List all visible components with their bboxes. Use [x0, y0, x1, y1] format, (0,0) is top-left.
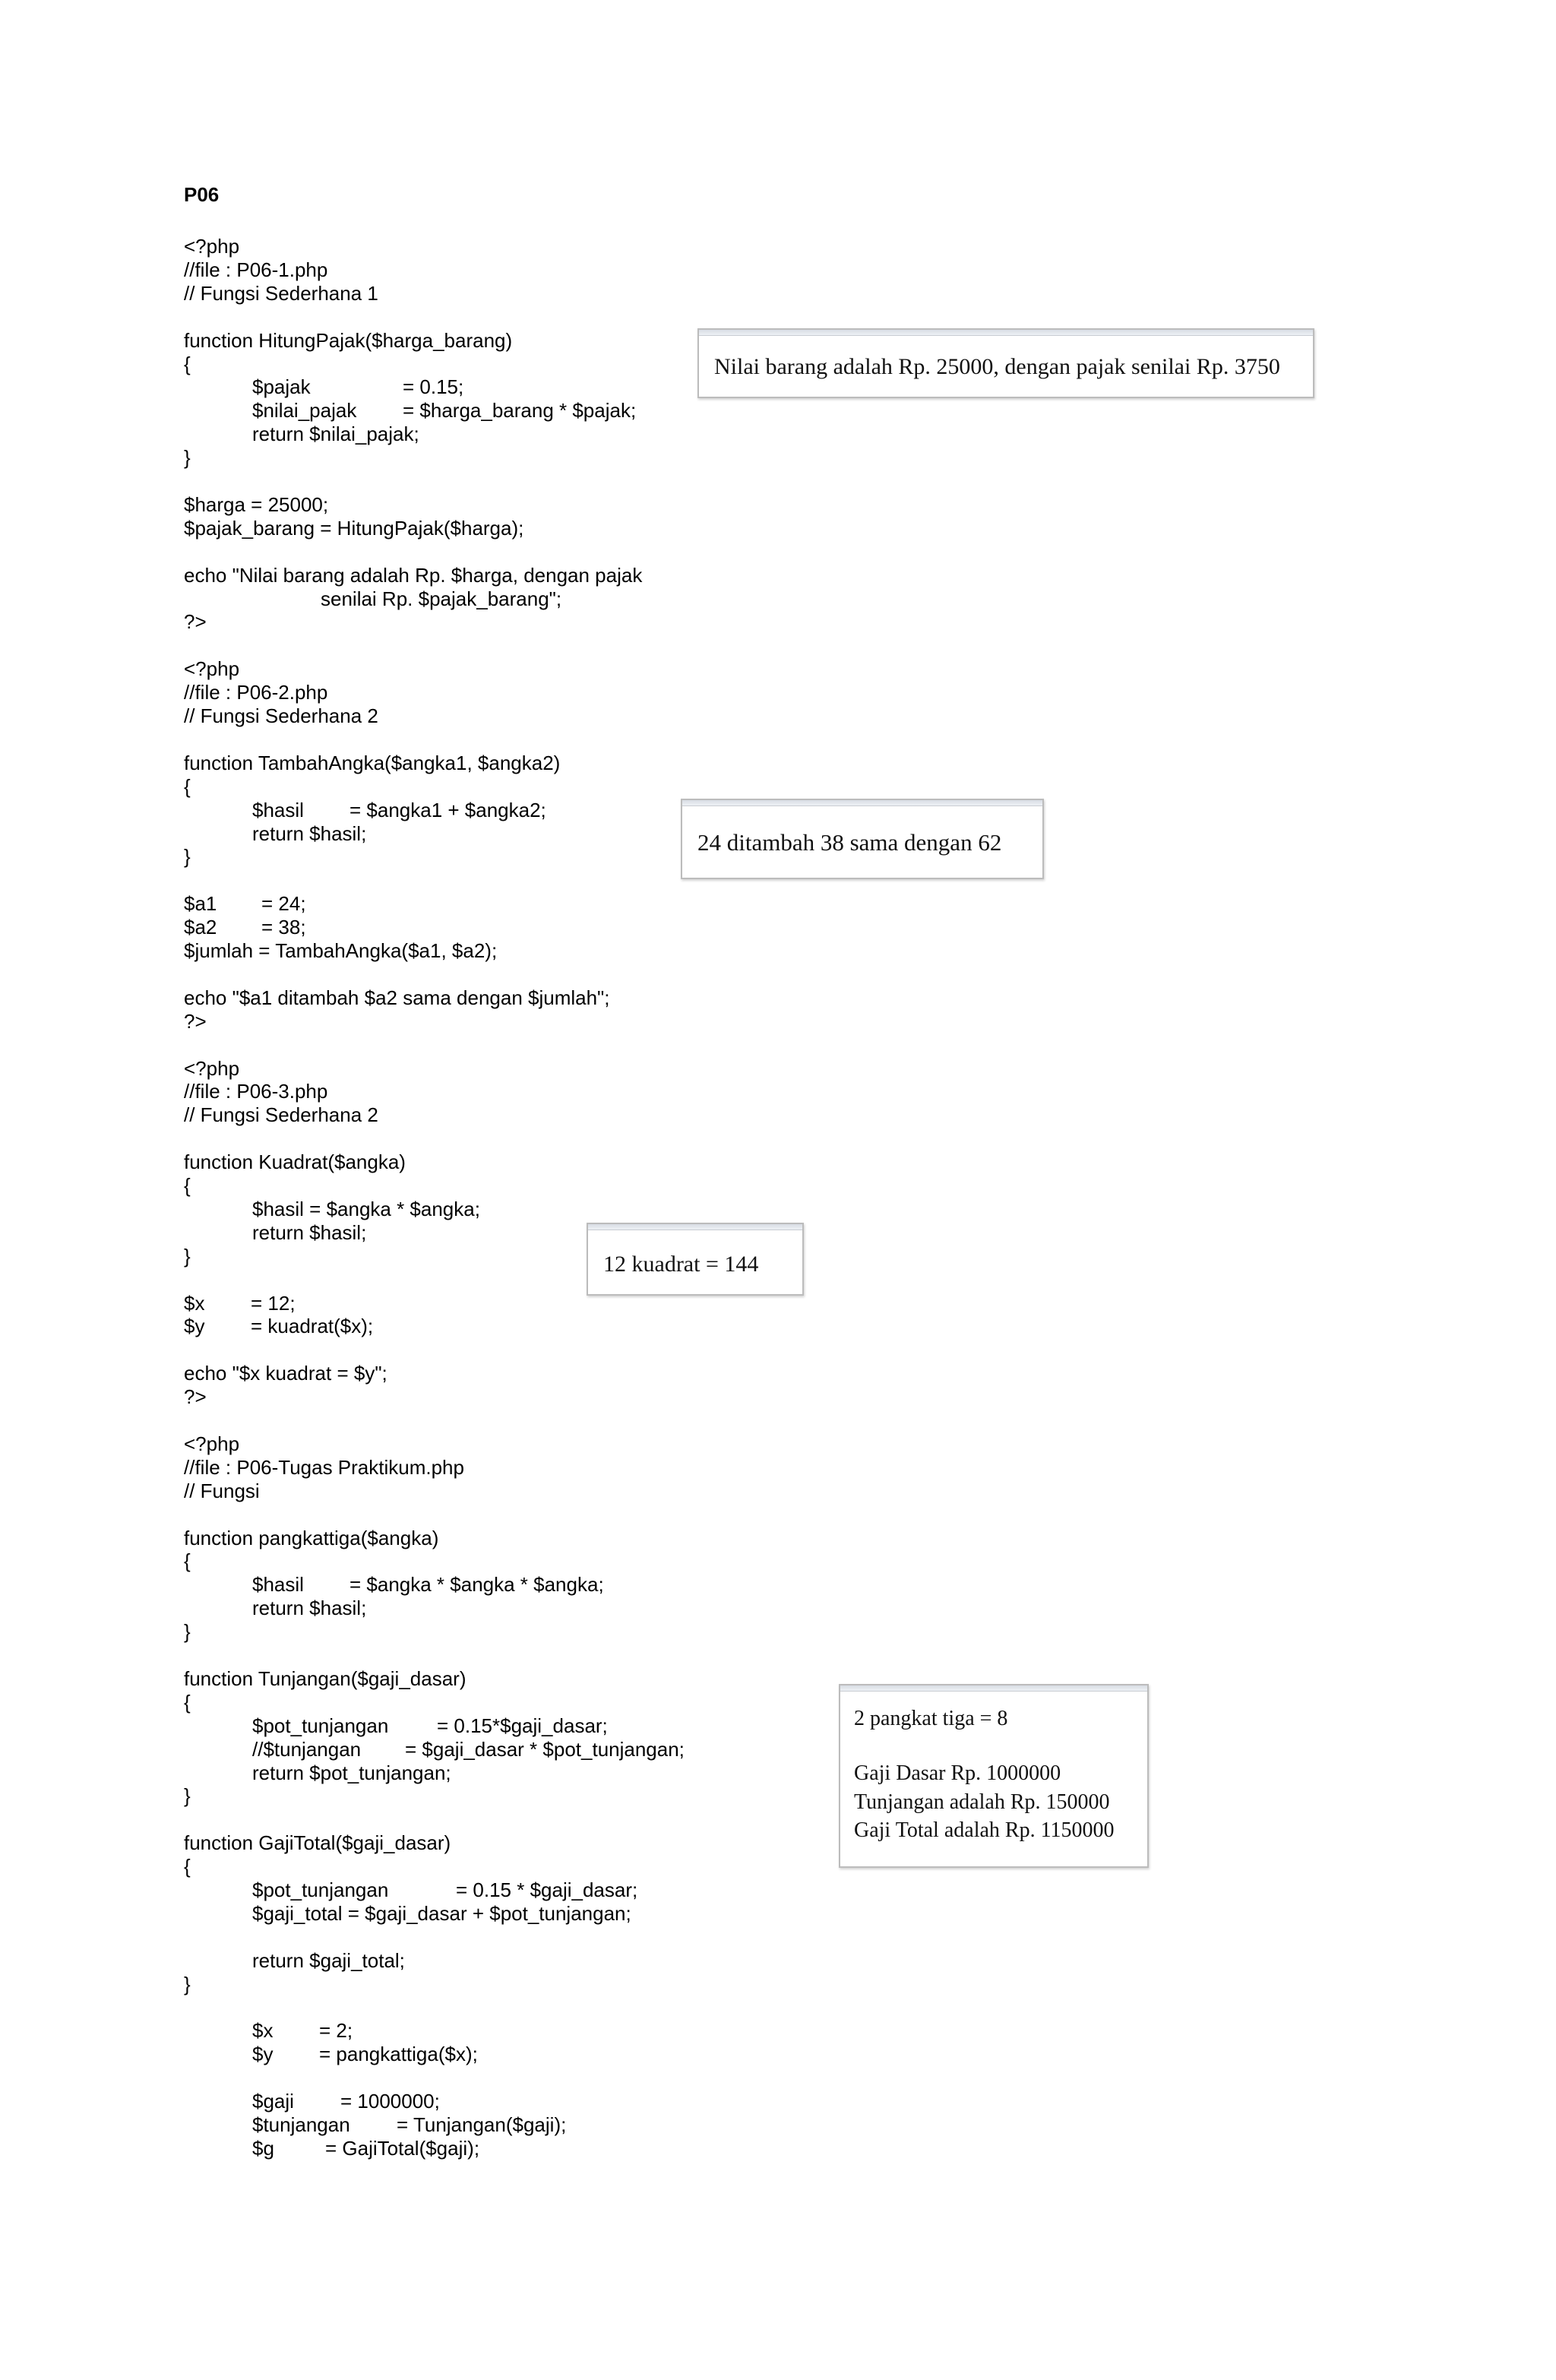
- code-line-hasil: $hasil: [252, 1573, 304, 1597]
- code-line-y: $y: [252, 2043, 274, 2066]
- code-line-pajak-barang-hitungpajak-harga: $pajak_barang = HitungPajak($harga);: [184, 516, 524, 540]
- output-tax-result-screenshot: [697, 328, 1314, 398]
- code-line-symbol: }: [184, 845, 191, 869]
- code-line-symbol: }: [184, 1784, 191, 1808]
- code-line-echo-x-kuadrat-y: echo "$x kuadrat = $y";: [184, 1362, 387, 1385]
- output-assignment-result-line: 2 pangkat tiga = 8: [854, 1707, 1008, 1730]
- code-line-pot-tunjangan: $pot_tunjangan: [252, 1714, 389, 1737]
- code-line-senilai-rp-pajak-barang: senilai Rp. $pajak_barang";: [321, 587, 562, 610]
- code-line-symbol: {: [184, 774, 191, 798]
- code-line-symbol: {: [184, 1855, 191, 1878]
- code-line-tunjangan-gaji: = Tunjangan($gaji);: [397, 2113, 567, 2136]
- code-line-harga-25000: $harga = 25000;: [184, 492, 329, 516]
- code-line-tunjangan: //$tunjangan: [252, 1737, 362, 1761]
- code-line-php: <?php: [184, 1432, 240, 1455]
- code-line-symbol: }: [184, 1244, 191, 1268]
- code-line-a2: $a2: [184, 916, 217, 939]
- code-line-function-pangkattiga-angka: function pangkattiga($angka): [184, 1526, 439, 1549]
- code-line-symbol: ?>: [184, 610, 207, 634]
- code-line-fungsi-sederhana-2: // Fungsi Sederhana 2: [184, 1103, 378, 1127]
- code-line-file-p06-3-php: //file : P06-3.php: [184, 1080, 328, 1103]
- code-line-return-nilai-pajak: return $nilai_pajak;: [252, 423, 419, 446]
- code-line-function-gajitotal-gaji-dasar: function GajiTotal($gaji_dasar): [184, 1831, 451, 1855]
- code-line-php: <?php: [184, 657, 240, 681]
- code-line-function-hitungpajak-harga-barang: function HitungPajak($harga_barang): [184, 328, 513, 352]
- code-line-x: $x: [184, 1291, 205, 1315]
- code-line-pajak: $pajak: [252, 375, 311, 399]
- code-line-gajitotal-gaji: = GajiTotal($gaji);: [325, 2136, 480, 2160]
- code-line-php: <?php: [184, 235, 240, 258]
- code-line-return-hasil: return $hasil;: [252, 1597, 367, 1620]
- code-line-symbol: {: [184, 1690, 191, 1714]
- code-line-pangkattiga-x: = pangkattiga($x);: [319, 2043, 478, 2066]
- code-line-symbol: {: [184, 352, 191, 375]
- code-line-angka1-angka2: = $angka1 + $angka2;: [349, 798, 546, 821]
- output-addition-result-screenshot: [681, 799, 1044, 879]
- code-line-38: = 38;: [261, 916, 306, 939]
- code-line-fungsi: // Fungsi: [184, 1479, 260, 1502]
- code-line-return-hasil: return $hasil;: [252, 821, 367, 845]
- code-line-echo-nilai-barang-adalah-rp-harga-dengan: echo "Nilai barang adalah Rp. $harga, dengan pajak: [184, 563, 643, 587]
- code-line-fungsi-sederhana-1: // Fungsi Sederhana 1: [184, 281, 378, 305]
- code-line-return-hasil: return $hasil;: [252, 1220, 367, 1244]
- output-square-result-screenshot: [587, 1223, 804, 1296]
- code-line-2: = 2;: [319, 2019, 353, 2043]
- code-line-symbol: {: [184, 1549, 191, 1573]
- code-line-echo-a1-ditambah-a2-sama-dengan-jumlah: echo "$a1 ditambah $a2 sama dengan $jumlah";: [184, 986, 610, 1009]
- code-line-12: = 12;: [251, 1291, 296, 1315]
- code-line-function-kuadrat-angka: function Kuadrat($angka): [184, 1150, 406, 1174]
- code-line-g: $g: [252, 2136, 274, 2160]
- code-line-symbol: {: [184, 1174, 191, 1197]
- code-line-hasil-angka-angka: $hasil = $angka * $angka;: [252, 1197, 480, 1220]
- output-addition-result-line: 24 ditambah 38 sama dengan 62: [697, 829, 1002, 856]
- code-line-php: <?php: [184, 1056, 240, 1080]
- code-line-pot-tunjangan: $pot_tunjangan: [252, 1878, 389, 1901]
- code-line-gaji-dasar-pot-tunjangan: = $gaji_dasar * $pot_tunjangan;: [405, 1737, 685, 1761]
- code-line-a1: $a1: [184, 892, 217, 916]
- code-line-gaji-total-gaji-dasar-pot-tunjangan: $gaji_total = $gaji_dasar + $pot_tunjangan;: [252, 1901, 631, 1925]
- code-line-y: $y: [184, 1315, 205, 1338]
- code-line-file-p06-2-php: //file : P06-2.php: [184, 681, 328, 704]
- code-line-0-15-gaji-dasar: = 0.15*$gaji_dasar;: [437, 1714, 608, 1737]
- output-tax-result-line: Nilai barang adalah Rp. 25000, dengan pajak senilai Rp. 3750: [714, 354, 1280, 379]
- code-line-symbol: }: [184, 1620, 191, 1644]
- code-line-return-gaji-total: return $gaji_total;: [252, 1948, 405, 1972]
- code-line-gaji: $gaji: [252, 2090, 294, 2113]
- code-line-tunjangan: $tunjangan: [252, 2113, 350, 2136]
- code-line-file-p06-tugas-praktikum-php: //file : P06-Tugas Praktikum.php: [184, 1455, 464, 1479]
- code-line-symbol: }: [184, 446, 191, 470]
- code-line-file-p06-1-php: //file : P06-1.php: [184, 258, 328, 281]
- code-line-hasil: $hasil: [252, 798, 304, 821]
- output-square-result-line: 12 kuadrat = 144: [603, 1252, 759, 1277]
- code-line-angka-angka-angka: = $angka * $angka * $angka;: [349, 1573, 604, 1597]
- output-assignment-result-line: Gaji Dasar Rp. 1000000: [854, 1761, 1061, 1785]
- code-line-symbol: }: [184, 1972, 191, 1995]
- code-line-symbol: ?>: [184, 1009, 207, 1033]
- code-line-x: $x: [252, 2019, 274, 2043]
- code-line-0-15: = 0.15;: [403, 375, 464, 399]
- code-line-symbol: ?>: [184, 1385, 207, 1409]
- code-line-24: = 24;: [261, 892, 306, 916]
- code-line-return-pot-tunjangan: return $pot_tunjangan;: [252, 1761, 451, 1784]
- page-title: P06: [184, 183, 220, 206]
- code-line-0-15-gaji-dasar: = 0.15 * $gaji_dasar;: [456, 1878, 638, 1901]
- output-assignment-result-line: Gaji Total adalah Rp. 1150000: [854, 1818, 1115, 1842]
- code-line-1000000: = 1000000;: [340, 2090, 440, 2113]
- code-line-jumlah-tambahangka-a1-a2: $jumlah = TambahAngka($a1, $a2);: [184, 939, 498, 962]
- code-line-kuadrat-x: = kuadrat($x);: [251, 1315, 374, 1338]
- code-line-function-tunjangan-gaji-dasar: function Tunjangan($gaji_dasar): [184, 1666, 466, 1690]
- code-line-harga-barang-pajak: = $harga_barang * $pajak;: [403, 399, 637, 423]
- code-line-fungsi-sederhana-2: // Fungsi Sederhana 2: [184, 704, 378, 727]
- output-assignment-result-line: Tunjangan adalah Rp. 150000: [854, 1790, 1110, 1814]
- output-assignment-result-screenshot: [839, 1684, 1149, 1868]
- code-line-function-tambahangka-angka1-angka2: function TambahAngka($angka1, $angka2): [184, 751, 561, 774]
- code-line-nilai-pajak: $nilai_pajak: [252, 399, 357, 423]
